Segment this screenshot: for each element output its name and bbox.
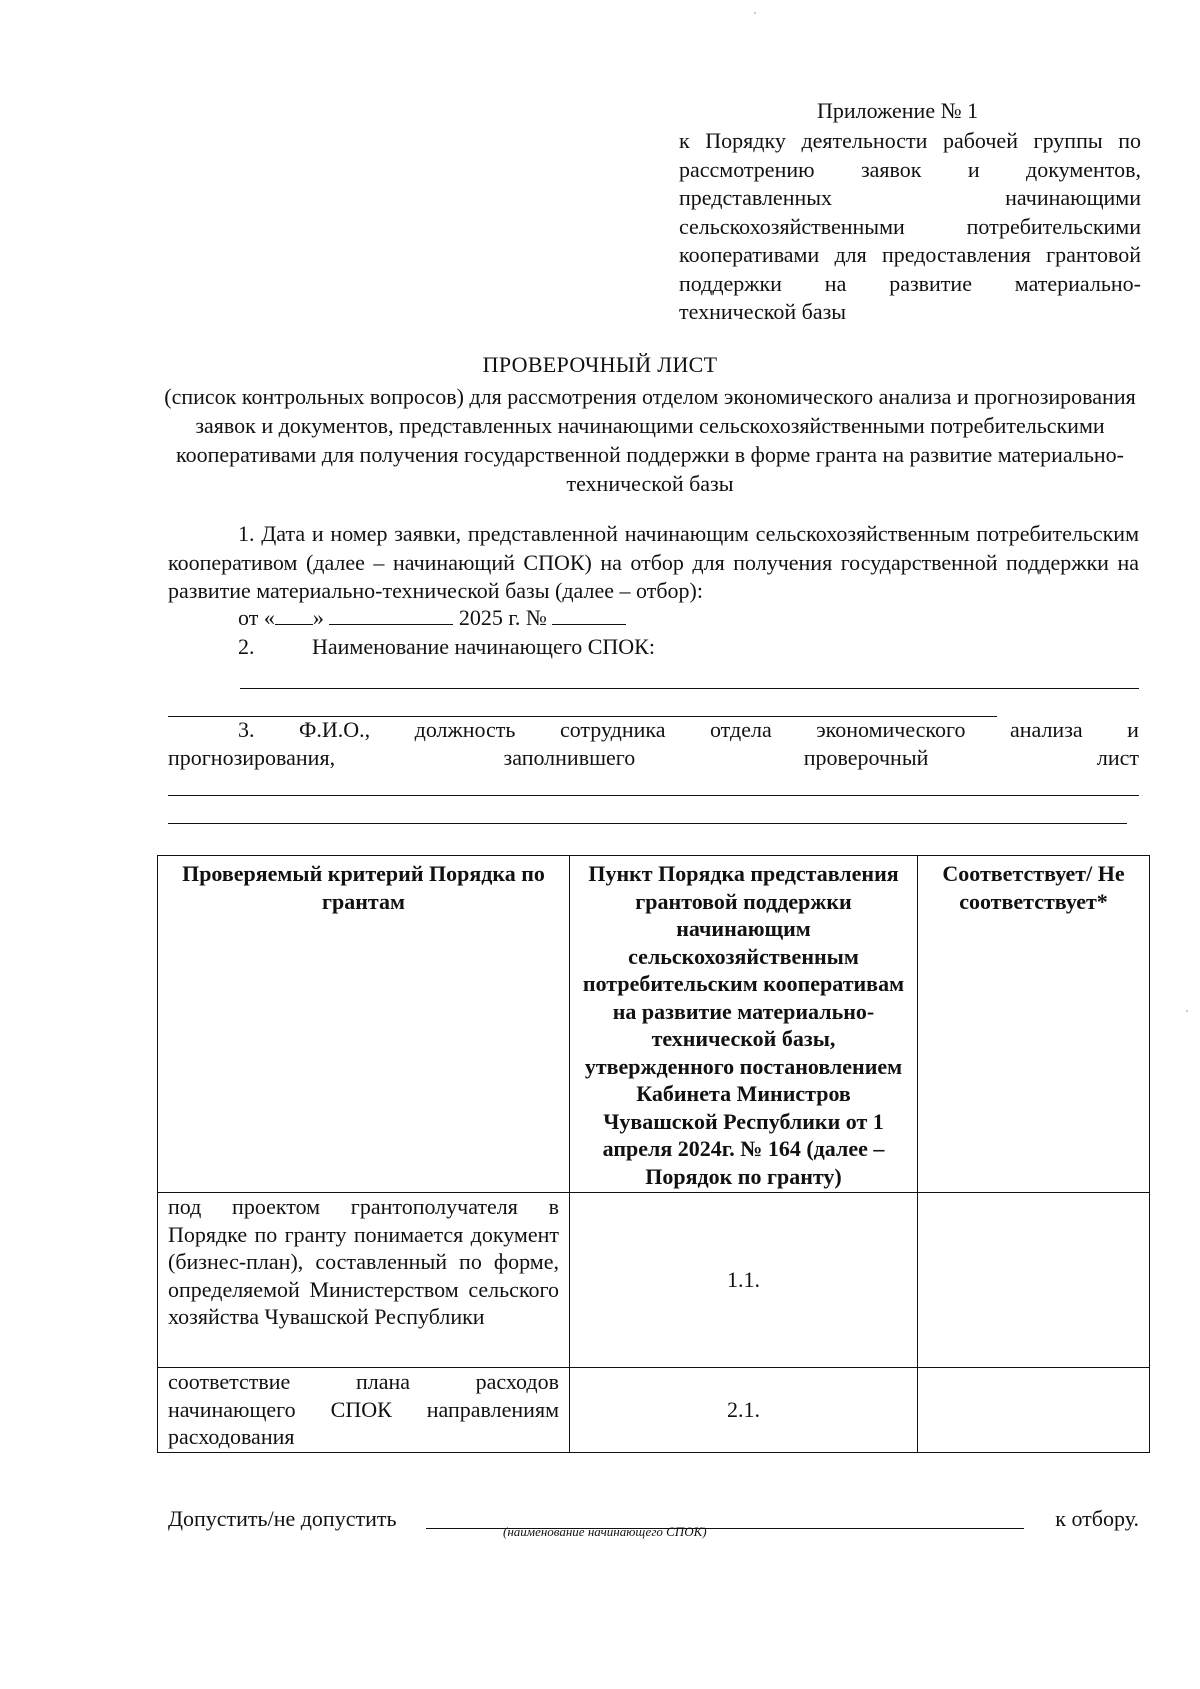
section-3-word: и [1127,717,1139,742]
document-subtitle: (список контрольных вопросов) для рассмотрения отделом экономического анализа и прогнозирования заявок и документов, представленных начинающими сельскохозяйственными потребительскими кооперативами для получения государственной поддержки в форме гранта на развитие материально-технической базы [164,384,1136,496]
section-3-word: анализа [1009,717,1083,742]
employee-fill-line-2 [168,823,1127,824]
section-3-word: сотрудника [559,717,666,742]
section-3-word: заполнившего [503,745,636,770]
criteria-table [157,855,1150,1453]
year-label: 2025 г. № [458,605,547,630]
table-header-row [158,856,1150,1193]
date-prefix: от « [238,605,275,630]
clause-cell: 1.1. [570,1193,918,1368]
application-date-line [238,604,626,632]
scan-speck [1186,1010,1188,1012]
document-title: ПРОВЕРОЧНЫЙ ЛИСТ [482,352,718,377]
appendix-title: Приложение № 1 [817,98,979,123]
date-quote-close: » [312,605,324,630]
section-3-word: Ф.И.О., [298,717,371,742]
day-blank [275,604,313,625]
criterion-cell: соответствие плана расходов начинающего СПОК направлениям расходования [158,1368,570,1453]
section-3-line-2 [168,744,1139,772]
month-blank [329,604,453,625]
header-criterion: Проверяемый критерий Порядка по грантам [158,856,570,1193]
header-compliance: Соответствует/ Не соответствует* [918,856,1150,1193]
section-3-word: проверочный [803,745,929,770]
decision-suffix: к отбору. [1055,1506,1139,1531]
section-3-word: должность [414,717,516,742]
section-3-word: экономического [816,717,966,742]
section-3-word: прогнозирования, [168,745,336,770]
employee-fill-line-1 [168,795,1139,796]
application-number-blank [552,604,626,625]
table-row [158,1368,1150,1453]
section-2-text: Наименование начинающего СПОК: [312,634,655,659]
section-3-word: отдела [709,717,772,742]
appendix-body: к Порядку деятельности рабочей группы по рассмотрению заявок и документов, представленных начинающими сельскохозяйственными потребительскими кооперативами для предоставления грантовой поддержки на развитие материально-технической базы [679,128,1141,324]
spok-name-line-1 [240,688,1139,689]
table-row [158,1193,1150,1368]
section-2-number: 2. [238,634,255,659]
decision-caption: (наименование начинающего СПОК) [503,1524,707,1539]
compliance-cell[interactable] [918,1368,1150,1453]
clause-cell: 2.1. [570,1368,918,1453]
scan-speck [754,12,756,14]
header-clause: Пункт Порядка представления грантовой поддержки начинающим сельскохозяйственным потребительским кооперативам на развитие материально-технической базы, утвержденного постановлением Кабинета Министров Чувашской Республики от 1 апреля 2024г. № 164 (далее – Порядок по гранту) [570,856,918,1193]
section-3-word: лист [1096,745,1139,770]
decision-label: Допустить/не допустить [168,1506,397,1531]
section-3-word: 3. [238,717,255,742]
section-1-text: 1. Дата и номер заявки, представленной начинающим сельскохозяйственным потребительским кооперативом (далее – начинающий СПОК) на отбор для получения государственной поддержки на развитие материально-технической базы (далее – отбор): [168,521,1139,603]
section-3-line-1 [168,716,1139,744]
criterion-cell: под проектом грантополучателя в Порядке по гранту понимается документ (бизнес-план), составленный по форме, определяемой Министерством сельского хозяйства Чувашской Республики [158,1193,570,1368]
compliance-cell[interactable] [918,1193,1150,1368]
